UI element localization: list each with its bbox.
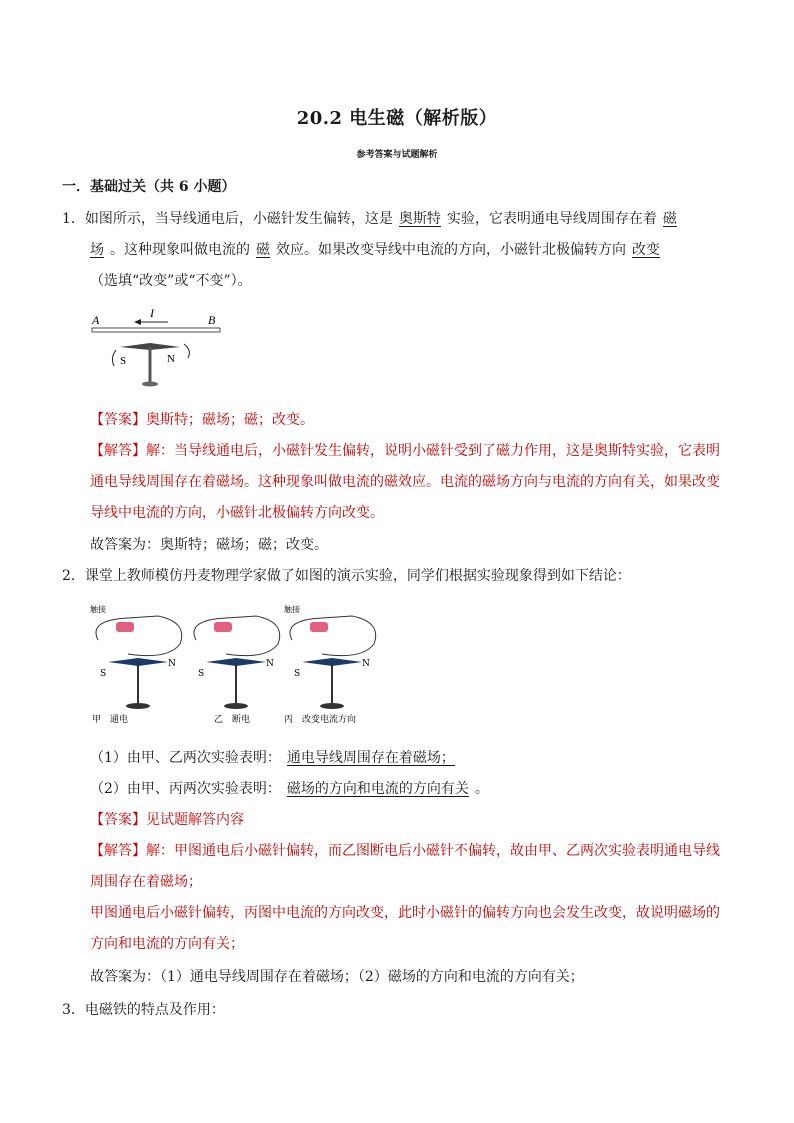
fig-label-n: N xyxy=(167,353,175,365)
q1-stem xyxy=(62,204,732,297)
q2-sub2-end: 。 xyxy=(474,781,489,797)
q1-final: 故答案为：奥斯特；磁场；磁；改变。 xyxy=(90,537,328,553)
analysis-line: 甲图通电后小磁针偏转，丙图中电流的方向改变，此时小磁针的偏转方向也会发生改变，故说明磁场的 xyxy=(90,905,720,921)
analysis-line: 导线中电流的方向，小磁针北极偏转方向改变。 xyxy=(90,505,384,521)
answer-text: 奥斯特；磁场；磁；改变。 xyxy=(146,412,314,428)
q1-blank-1: 奥斯特 xyxy=(398,211,441,227)
panel-jia xyxy=(90,604,182,725)
fig-label-s: S xyxy=(100,669,107,679)
q1-stem-part: 实验，它表明通电导线周围存在着 xyxy=(446,211,657,227)
battery xyxy=(116,622,134,632)
fig-label-b: B xyxy=(208,313,216,327)
answer-tag: 【答案】 xyxy=(90,412,146,428)
analysis-line: 方向和电流的方向有关； xyxy=(90,936,244,952)
q2-sub2-label: （2）由甲、丙两次实验表明： xyxy=(90,781,281,797)
q2-sub1 xyxy=(90,743,760,774)
wire-loop xyxy=(290,616,376,656)
document-title: 20.2 电生磁（解析版） xyxy=(296,108,498,129)
q2-stem: 2．课堂上教师模仿丹麦物理学家做了如图的演示实验，同学们根据实验现象得到如下结论： xyxy=(62,568,631,584)
analysis-line: 解：当导线通电后，小磁针发生偏转，说明小磁针受到了磁力作用，这是奥斯特实验，它表明 xyxy=(146,443,720,459)
q2-sub2 xyxy=(90,774,760,805)
q1-blank-3: 磁 xyxy=(256,242,270,258)
q1-answer xyxy=(90,405,760,436)
stand-base xyxy=(224,703,248,709)
q1-stem-part: 1．如图所示，当导线通电后，小磁针发生偏转，这是 xyxy=(62,211,393,227)
wire-loop xyxy=(96,616,182,656)
fig-caption-yi: 乙 断电 xyxy=(214,715,251,725)
analysis-tag: 【解答】 xyxy=(90,443,146,459)
fig-label-s: S xyxy=(294,669,301,679)
wire xyxy=(92,328,220,332)
stand-base xyxy=(320,703,344,709)
fig-caption-jia: 甲 通电 xyxy=(92,715,129,725)
q2-sub1-label: （1）由甲、乙两次实验表明： xyxy=(90,750,281,766)
q2-sub2-blank: 磁场的方向和电流的方向有关 xyxy=(286,781,469,797)
q1-blank-2b: 场 xyxy=(90,242,104,258)
q2-analysis xyxy=(62,836,732,960)
q1-blank-2a: 磁 xyxy=(662,211,677,227)
current-arrowhead xyxy=(134,319,141,325)
fig-touch-label: 触接 xyxy=(284,605,300,614)
q3-stem: 3．电磁铁的特点及作用： xyxy=(62,1002,225,1018)
fig-label-i: I xyxy=(150,306,154,320)
demo-figure xyxy=(88,600,378,730)
wire-loop xyxy=(194,616,280,656)
oersted-figure xyxy=(88,300,228,395)
rotation-arrow-right xyxy=(184,344,189,358)
panel-yi xyxy=(194,616,280,725)
stand-base xyxy=(142,382,158,387)
analysis-line: 通电导线周围存在着磁场。这种现象叫做电流的磁效应。电流的磁场方向与电流的方向有关，如果改变 xyxy=(90,474,720,490)
analysis-line: 解：甲图通电后小磁针偏转，而乙图断电后小磁针不偏转，故由甲、乙两次实验表明通电导线 xyxy=(146,843,720,859)
q1-stem-part: （选填“改变”或“不变”）。 xyxy=(90,273,252,289)
analysis-line: 周围存在着磁场； xyxy=(90,874,202,890)
analysis-tag: 【解答】 xyxy=(90,843,146,859)
battery xyxy=(310,622,328,632)
fig-label-n: N xyxy=(266,659,274,669)
q1-analysis xyxy=(62,436,732,529)
fig-label-n: N xyxy=(362,659,370,669)
answer-tag: 【答案】 xyxy=(90,812,146,828)
q2-answer xyxy=(90,805,760,836)
section-heading: 一．基础过关（共 6 小题） xyxy=(62,179,236,195)
fig-label-n: N xyxy=(168,659,176,669)
fig-label-s: S xyxy=(120,355,127,367)
fig-touch-label: 触接 xyxy=(90,605,106,614)
q2-final: 故答案为：（1）通电导线周围存在着磁场；（2）磁场的方向和电流的方向有关； xyxy=(90,969,584,985)
battery xyxy=(214,622,232,632)
q2-sub1-blank: 通电导线周围存在着磁场； xyxy=(286,750,455,766)
q1-stem-part: 效应。如果改变导线中电流的方向，小磁针北极偏转方向 xyxy=(276,242,626,258)
q1-blank-4: 改变 xyxy=(632,242,660,258)
q1-stem-part: 。这种现象叫做电流的 xyxy=(110,242,250,258)
rotation-arrow-left xyxy=(112,350,116,366)
fig-label-a: A xyxy=(92,313,100,327)
fig-caption-bing: 丙 改变电流方向 xyxy=(284,715,357,725)
document-subtitle: 参考答案与试题解析 xyxy=(356,150,438,160)
panel-bing xyxy=(284,604,376,725)
stand-base xyxy=(126,703,150,709)
answer-text: 见试题解答内容 xyxy=(146,812,244,828)
fig-label-s: S xyxy=(198,669,205,679)
